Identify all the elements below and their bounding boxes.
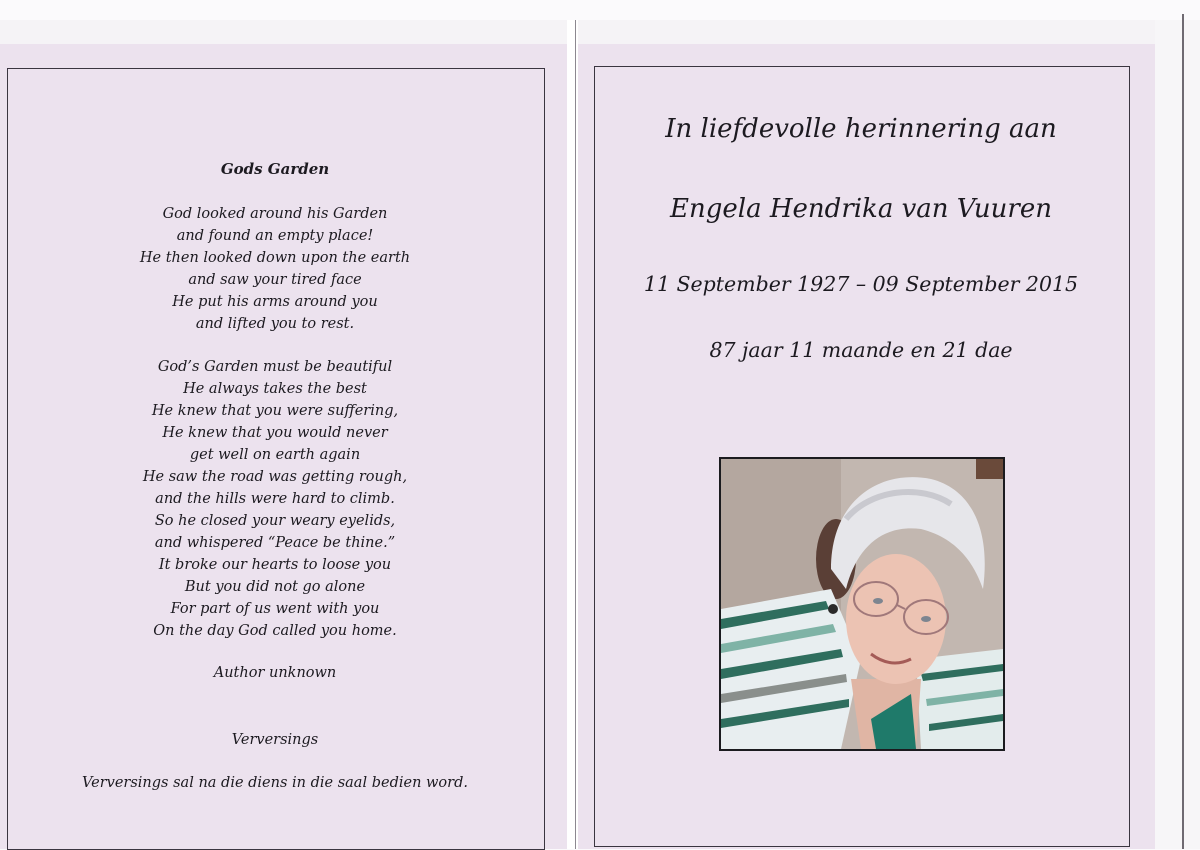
page-fold xyxy=(567,20,578,849)
poem-line: and saw your tired face xyxy=(188,272,362,288)
refreshments-heading: Verversings xyxy=(231,732,319,748)
poem-line: God looked around his Garden xyxy=(162,206,388,222)
poem-line: He then looked down upon the earth xyxy=(139,250,411,266)
poem-line: He saw the road was getting rough, xyxy=(142,469,408,485)
deceased-name: Engela Hendrika van Vuuren xyxy=(670,194,1052,224)
poem-stanza-1 xyxy=(7,203,543,335)
poem-author: Author unknown xyxy=(213,665,337,681)
poem-line: But you did not go alone xyxy=(184,579,366,595)
fold-crease xyxy=(575,20,576,849)
poem-stanza-2 xyxy=(7,356,543,642)
paper-edge-line xyxy=(1182,14,1184,849)
poem-line: He knew that you were suffering, xyxy=(151,403,399,419)
poem-line: He knew that you would never xyxy=(162,425,388,441)
poem-line: and whispered “Peace be thine.” xyxy=(154,535,396,551)
poem-title: Gods Garden xyxy=(220,160,330,178)
memorial-heading: In liefdevolle herinnering aan xyxy=(665,114,1057,144)
poem-line: God’s Garden must be beautiful xyxy=(157,359,393,375)
portrait-photo xyxy=(719,457,1005,751)
poem-line: It broke our hearts to loose you xyxy=(158,557,392,573)
paper-top-edge xyxy=(0,20,1160,44)
poem-line: So he closed your weary eyelids, xyxy=(154,513,396,529)
paper-right-edge xyxy=(1155,20,1200,849)
life-dates: 11 September 1927 – 09 September 2015 xyxy=(643,272,1079,296)
poem-line: He always takes the best xyxy=(183,381,367,397)
poem-line: and found an empty place! xyxy=(176,228,374,244)
poem-line: For part of us went with you xyxy=(170,601,380,617)
poem-line: get well on earth again xyxy=(189,447,361,463)
age-at-death: 87 jaar 11 maande en 21 dae xyxy=(709,338,1013,362)
portrait-illustration xyxy=(721,459,1003,749)
poem-line: On the day God called you home. xyxy=(153,623,397,639)
poem-line: He put his arms around you xyxy=(172,294,378,310)
poem-line: and lifted you to rest. xyxy=(195,316,355,332)
refreshments-note: Verversings sal na die diens in die saal bedien word. xyxy=(82,775,468,791)
poem-line: and the hills were hard to climb. xyxy=(155,491,395,507)
